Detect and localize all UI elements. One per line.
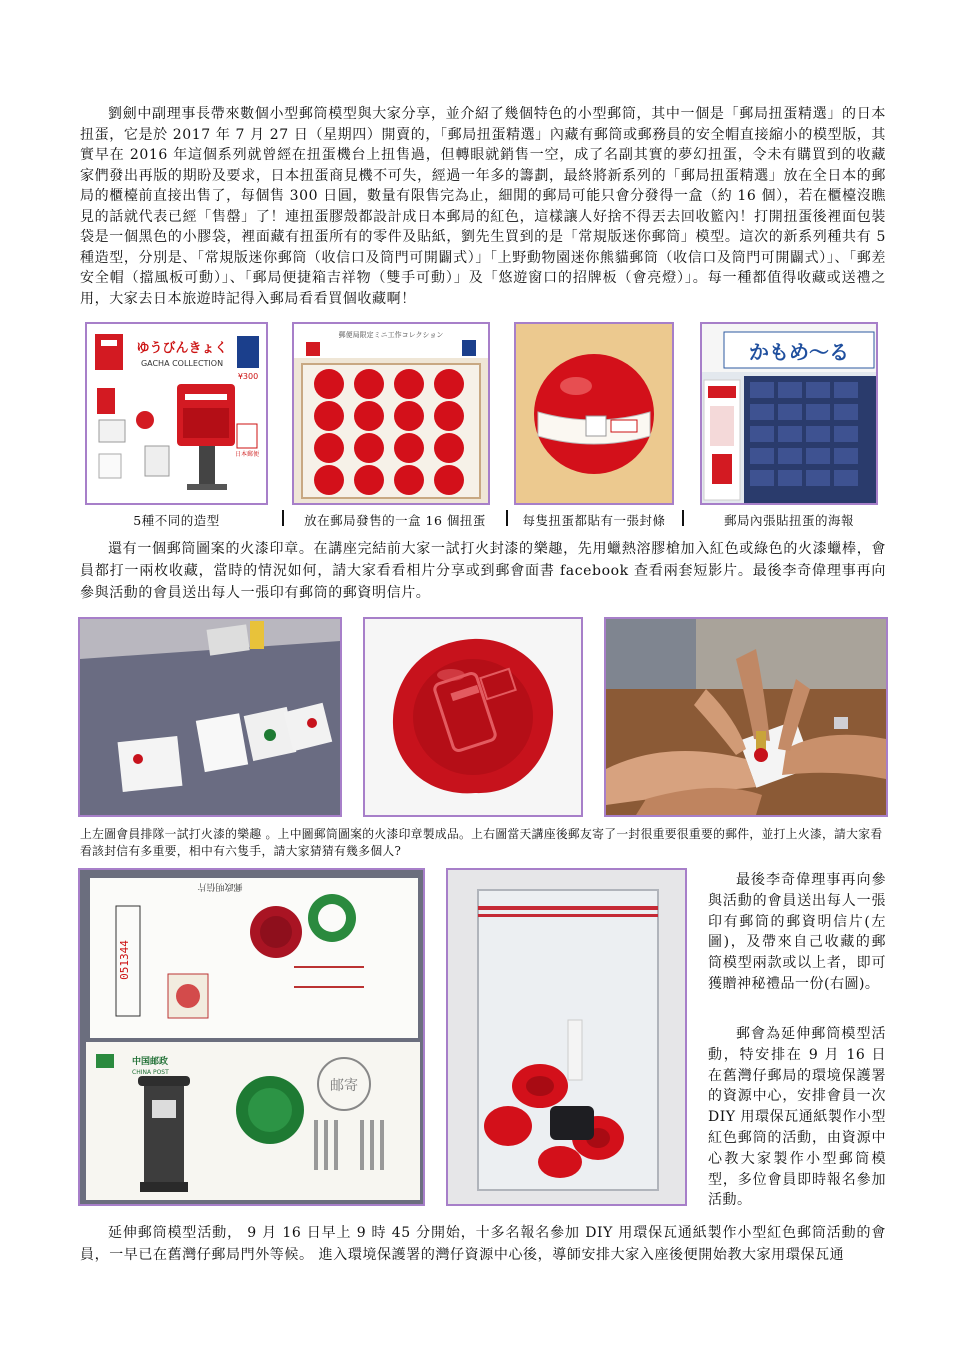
wax-seal-paragraph: 還有一個郵筒圖案的火漆印章。在講座完結前大家一試打火封漆的樂趣，先用蠟熱溶膠槍加入紅色或綠色的火漆蠟棒，會員都打一兩枚收藏，當時的情況如何，請大家看看相片分享或到郵會面書 facebook 查看兩套短影片。最後李奇偉理事再向參與活動的會員送出每人一張印有郵筒的郵資明信片。: [80, 541, 886, 601]
gacha-capsule-photo: [514, 322, 674, 505]
intro-paragraph: 劉劍中副理事長帶來數個小型郵筒模型與大家分享，並介紹了幾個特色的小型郵筒，其中一個是「郵局扭蛋精選」的日本扭蛋，它是於 2017 年 7 月 27 日（星期四）開賣的，「郵局扭蛋精選」內藏有郵筒或郵務員的安全帽直接縮小的模型版，其實早在 2016 年這個系列就曾經在扭蛋機台上扭售過，但轉眼就銷售一空，成了名副其實的夢幻扭蛋，令未有購買到的收藏家們發出再版的期盼及要求，日本扭蛋商見機不可失，經過一年多的籌劃，最終將新系列的「郵局扭蛋精選」放在全日本的郵局的櫃檯前直接出售了，每個售 300 日圓，數量有限售完為止，細閒的郵局可能只會分發得一盒（約 16 個），若在櫃檯沒瞧見的話就代表已經「售罄」了！連扭蛋膠殼都設計成日本郵局的紅色，這樣讓人好捨不得丟去回收籃內！打開扭蛋後裡面包裝袋是一個黑色的小膠袋，裡面藏有扭蛋所有的零件及貼紙，劉先生買到的是「常規版迷你郵筒」模型。這次的新系列種共有 5 種造型，分別是、「常規版迷你郵筒（收信口及筒門可開闢式）」「上野動物園迷你熊貓郵筒（收信口及筒門可開闢式）」、「郵差安全帽（擋風板可動）」、「郵局便捷箱吉祥物（雙手可動）」及「悠遊窗口的招牌板（會亮燈）」。每一種都值得收藏或送禮之用，大家去日本旅遊時記得入郵局看看買個收藏啊！: [80, 106, 886, 307]
closing-paragraph: 延伸郵筒模型活動， 9 月 16 日早上 9 時 45 分開始，十多名報名參加 DIY 用環保瓦通紙製作小型紅色郵筒活動的會員，一早已在舊灣仔郵局門外等候。 進入環境保護署的灣仔資源中心後，導師安排大家入座後便開始教大家用環保瓦通: [80, 1225, 886, 1263]
gacha-box-photo: [292, 322, 490, 505]
caption-divider: [282, 510, 284, 526]
postcards-photo: [78, 868, 425, 1206]
gift-bag-photo: [446, 868, 687, 1206]
caption-divider: [682, 510, 684, 526]
caption-post-office-poster: 郵局內張貼扭蛋的海報: [723, 513, 854, 528]
row2-caption: 上左圖會員排隊一試打火漆的樂趣 。上中圖郵筒圖案的火漆印章製成品。上右圖當天講座後郵友寄了一封很重要很重要的郵件，並打上火漆，請大家看看該封信有多重要，相中有六隻手，請大家猜猜有幾多個人?: [80, 827, 883, 858]
poster-price: ¥300: [237, 372, 259, 381]
post-office-poster-photo: [700, 322, 878, 505]
postcard-china-post-en: CHINA POST: [132, 1069, 169, 1076]
postcard-gift-paragraph: 最後李奇偉理事再向參與活動的會員送出每人一張印有郵筒的郵資明信片(左圖)，及帶來自己收藏的郵筒模型兩款或以上者，即可獲贈神秘禮品一份(右圖)。: [708, 872, 886, 992]
caption-box-of-16: 放在郵局發售的一盒 16 個扭蛋: [304, 513, 486, 528]
poster-brand: 日本郵便: [234, 451, 260, 458]
caption-capsule-seal: 每隻扭蛋都貼有一張封條: [522, 513, 666, 528]
caption-divider: [506, 510, 508, 526]
shop-sign-text: かもめ〜る: [749, 340, 849, 364]
postcard-top-label: 郵政明信片: [197, 881, 243, 891]
poster-subtitle: GACHA COLLECTION: [140, 359, 224, 368]
activity-notice-paragraph: 郵會為延伸郵筒模型活動，特安排在 9 月 16 日在舊灣仔郵局的環境保護署的資源中心，安排會員一次 DIY 用環保瓦通紙製作小型紅色郵筒的活動，由資源中心教大家製作小型郵筒模型，多位會員即時報名參加活動。: [708, 1026, 886, 1209]
hands-sealing-photo: [604, 617, 888, 817]
box-header-text: 郵便局限定ミニ工作コレクション: [338, 331, 444, 339]
postcard-serial: 051344: [118, 940, 131, 980]
wax-seal-closeup-photo: [363, 617, 583, 817]
postcard-china-post: 中国邮政: [132, 1057, 169, 1067]
caption-five-designs: 5種不同的造型: [133, 513, 220, 528]
gacha-poster-photo: [85, 322, 268, 505]
wax-queue-photo: [78, 617, 342, 817]
poster-title: ゆうびんきょく: [136, 341, 228, 356]
postcard-stamp-text: 邮寄: [330, 1078, 358, 1094]
